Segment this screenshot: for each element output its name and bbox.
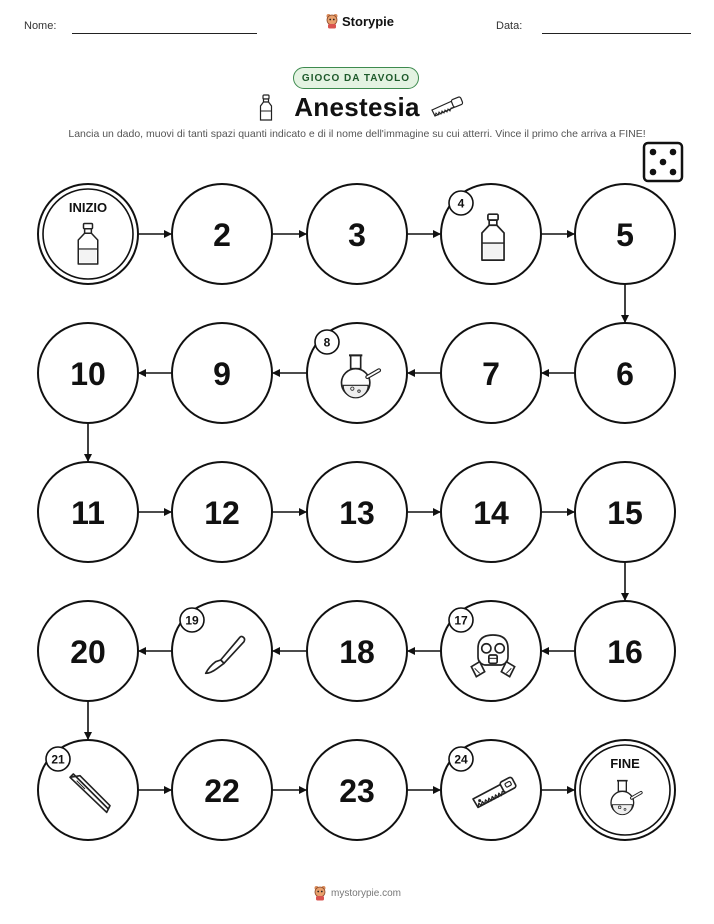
space-number-badge-label: 8 (323, 335, 331, 350)
board-space-23[interactable] (307, 740, 407, 840)
space-number: 7 (482, 356, 500, 392)
space-number: 22 (204, 773, 240, 809)
space-number: 13 (339, 495, 375, 531)
board-space-24[interactable] (441, 740, 541, 840)
board-space-2[interactable] (172, 184, 272, 284)
board-space-20[interactable] (38, 601, 138, 701)
board-space-17[interactable] (441, 601, 541, 701)
footer (0, 885, 714, 901)
board-space-15[interactable] (575, 462, 675, 562)
board-space-7[interactable] (441, 323, 541, 423)
board-space-finish[interactable] (575, 740, 675, 840)
space-number: 23 (339, 773, 375, 809)
name-label: Nome: (24, 20, 57, 32)
space-number: 2 (213, 217, 231, 253)
space-number: 20 (70, 634, 106, 670)
space-number: 16 (607, 634, 643, 670)
board-space-3[interactable] (307, 184, 407, 284)
space-number-badge-label: 19 (185, 613, 199, 628)
board-space-22[interactable] (172, 740, 272, 840)
space-number: 12 (204, 495, 240, 531)
space-number: 14 (473, 495, 509, 531)
storypie-mascot-icon (313, 885, 327, 901)
board-space-6[interactable] (575, 323, 675, 423)
space-number: 6 (616, 356, 634, 392)
date-label: Data: (496, 20, 523, 32)
space-number-badge-label: 21 (51, 752, 65, 767)
space-number: 15 (607, 495, 643, 531)
board-space-19[interactable] (172, 601, 272, 701)
board-space-10[interactable] (38, 323, 138, 423)
board-space-9[interactable] (172, 323, 272, 423)
space-number-badge-label: 24 (454, 752, 468, 767)
space-number: 11 (71, 495, 105, 531)
board-space-4[interactable] (441, 184, 541, 284)
board-space-12[interactable] (172, 462, 272, 562)
game-type-badge: GIOCO DA TAVOLO (293, 67, 419, 89)
space-number: 10 (70, 356, 106, 392)
board-space-8[interactable] (307, 323, 407, 423)
page-title: Anestesia (294, 92, 420, 122)
space-number: 5 (616, 217, 634, 253)
space-number-badge-label: 17 (454, 613, 468, 628)
board-space-16[interactable] (575, 601, 675, 701)
board-space-21[interactable] (38, 740, 138, 840)
finish-label: FINE (610, 756, 640, 771)
board-space-11[interactable] (38, 462, 138, 562)
space-number-badge-label: 4 (457, 196, 465, 211)
brand-name: Storypie (342, 13, 395, 29)
board-space-13[interactable] (307, 462, 407, 562)
space-number: 18 (339, 634, 375, 670)
start-label: INIZIO (68, 200, 108, 215)
space-number: 3 (348, 217, 366, 253)
space-number: 9 (213, 356, 231, 392)
board-space-5[interactable] (575, 184, 675, 284)
instructions: Lancia un dado, muovi di tanti spazi quanti indicato e di il nome dell'immagine su cui atterri. Vince il primo che arriva a FINE! (68, 128, 646, 140)
board-spaces (38, 184, 675, 840)
board-space-14[interactable] (441, 462, 541, 562)
footer-url: mystorypie.com (330, 887, 401, 899)
board-space-18[interactable] (307, 601, 407, 701)
board-space-start[interactable] (38, 184, 138, 284)
